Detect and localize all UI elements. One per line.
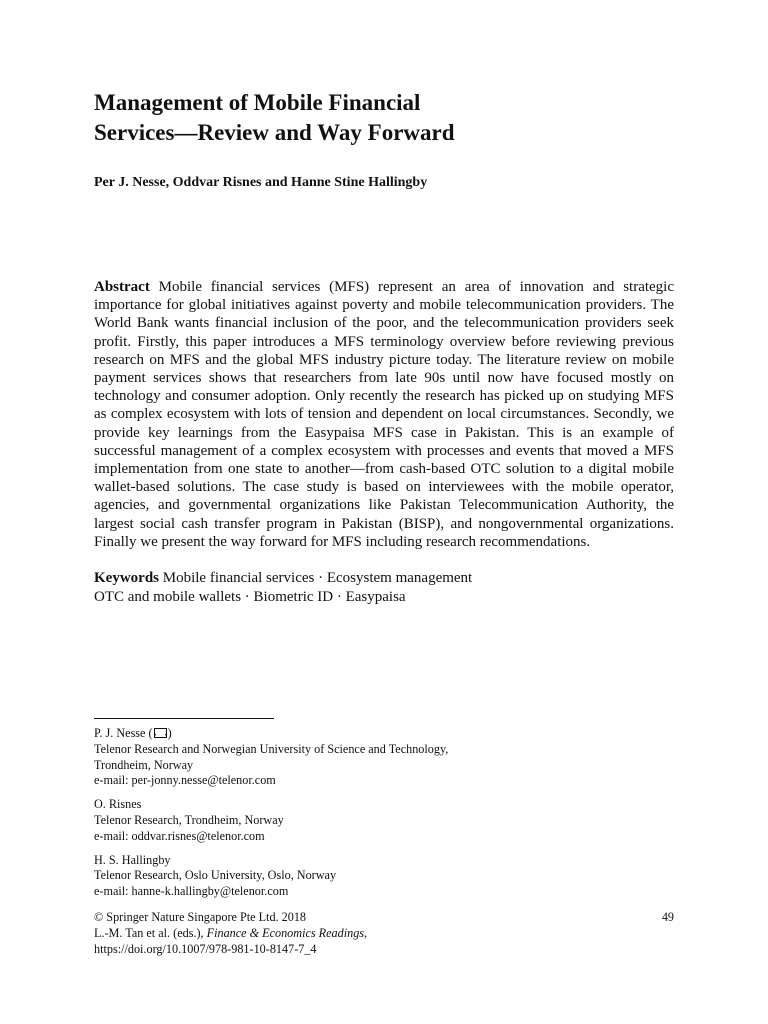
abstract-block (94, 278, 674, 551)
title-line-1: Management of Mobile Financial (94, 90, 421, 115)
footnote-divider (94, 718, 274, 719)
author-list: Per J. Nesse, Oddvar Risnes and Hanne Stine Hallingby (94, 175, 428, 190)
keywords-line-1: Mobile financial services · Ecosystem management (162, 570, 473, 587)
page-footer (94, 910, 674, 957)
affiliation-email[interactable]: e-mail: oddvar.risnes@telenor.com (94, 828, 265, 843)
affiliation-name: O. Risnes (94, 797, 142, 812)
envelope-icon (154, 728, 167, 738)
citation-suffix: , (364, 925, 368, 940)
affiliation-risnes (94, 797, 654, 844)
affiliation-name: H. S. Hallingby (94, 852, 171, 867)
affiliation-line: Telenor Research, Oslo University, Oslo, Norway (94, 868, 337, 883)
affiliation-name: P. J. Nesse (94, 726, 146, 740)
book-title: Finance & Economics Readings (206, 925, 365, 940)
affiliations (94, 726, 654, 908)
affiliation-nesse: P. J. Nesse ( ) Telenor Research and Norwegian University of Science and Technology, Trondheim, Norway e-mail: per-jonny.nesse@telenor.com (94, 726, 654, 789)
affiliation-email[interactable]: e-mail: per-jonny.nesse@telenor.com (94, 773, 276, 788)
page-number: 49 (661, 910, 674, 924)
abstract-text: Mobile financial services (MFS) represent an area of innovation and strategic importance for global initiatives against poverty and mobile telecommunication providers. The World Bank wants financial inclusion of the poor, and the telecommunication providers seek profit. Firstly, this paper introduces a MFS terminology overview before reviewing previous research on MFS and the global MFS industry picture today. The literature review on mobile payment services shows that researchers from late 90s until now have focused mostly on technology and consumer adoption. Only recently the research has picked up on studying MFS as complex ecosystem with lots of tension and dependent on local circumstances. Secondly, we provide key learnings from the Easypaisa MFS case in Pakistan. This is an example of successful management of a complex ecosystem with processes and events that moved a MFS implementation from one state to another—from cash-based OTC solution to a digital mobile wallet-based solutions. The case study is based on interviewees with the mobile operator, agencies, and governmental organizations like Pakistan Telecommunication Authority, the largest social cash transfer program in Pakistan (BISP), and nongovernmental organizations. Finally we present the way forward for MFS including research recommendations. (94, 279, 675, 550)
affiliation-line: Telenor Research, Trondheim, Norway (94, 812, 284, 827)
title-line-2: Services—Review and Way Forward (94, 120, 455, 145)
paper-title (94, 88, 674, 148)
affiliation-line: Trondheim, Norway (94, 757, 194, 772)
abstract-label: Abstract (94, 279, 150, 295)
doi-link[interactable]: https://doi.org/10.1007/978-981-10-8147-7_4 (94, 941, 317, 956)
affiliation-email[interactable]: e-mail: hanne-k.hallingby@telenor.com (94, 884, 289, 899)
citation-prefix: L.-M. Tan et al. (eds.), (94, 925, 207, 940)
keywords-label: Keywords (94, 570, 159, 587)
affiliation-hallingby (94, 853, 654, 900)
keywords-line-2: OTC and mobile wallets · Biometric ID · Easypaisa (94, 589, 406, 606)
citation (94, 926, 674, 942)
affiliation-line: Telenor Research and Norwegian University of Science and Technology, (94, 741, 449, 756)
paper-header (94, 88, 674, 607)
copyright-notice: © Springer Nature Singapore Pte Ltd. 2018 (94, 910, 307, 924)
keywords-block (94, 569, 674, 607)
